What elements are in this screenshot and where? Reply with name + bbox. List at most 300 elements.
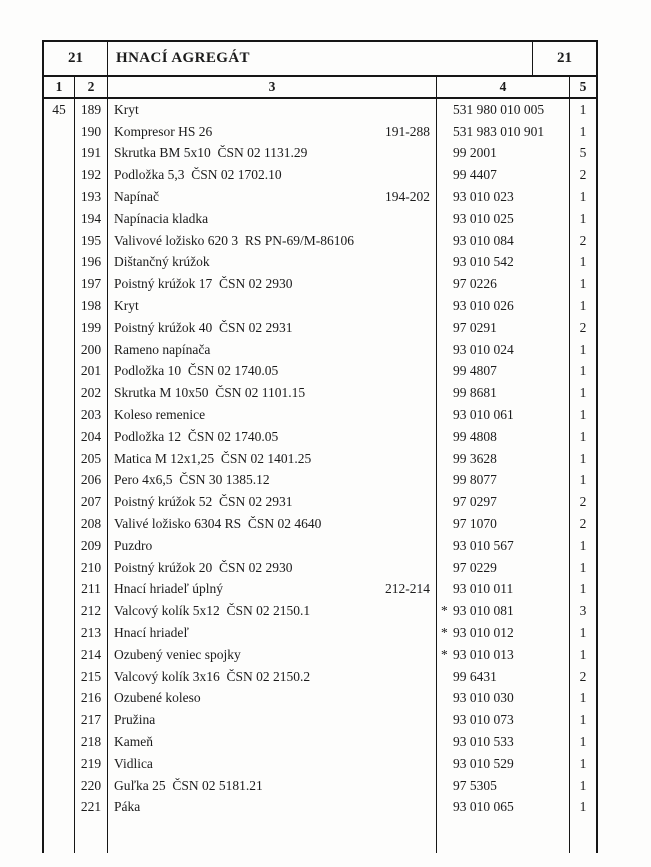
part-number-cell	[437, 753, 570, 775]
item-number-cell	[75, 622, 108, 644]
item-number: 219	[80, 755, 102, 771]
quantity: 1	[579, 407, 587, 423]
table-row	[44, 121, 596, 143]
part-name: Podložka 12 ČSN 02 1740.05	[114, 428, 279, 444]
part-name-cell	[108, 295, 437, 317]
column-header-2: 2	[75, 77, 108, 97]
part-number: 93 010 567	[453, 537, 514, 553]
part-name: Valcový kolík 5x12 ČSN 02 2150.1	[114, 603, 311, 619]
part-number: 99 4807	[453, 363, 497, 379]
part-name-cell	[108, 579, 437, 601]
part-name-cell	[108, 535, 437, 557]
table-row	[44, 361, 596, 383]
quantity-cell	[570, 688, 596, 710]
quantity: 1	[579, 254, 587, 270]
part-number: 93 010 065	[453, 799, 514, 815]
item-number-cell	[75, 470, 108, 492]
part-number-cell	[437, 622, 570, 644]
group-number-cell	[44, 731, 75, 753]
part-name: Matica M 12x1,25 ČSN 02 1401.25	[114, 450, 312, 466]
item-number: 191	[80, 145, 102, 161]
quantity: 1	[579, 123, 587, 139]
part-number: 97 0297	[453, 494, 497, 510]
part-number: 93 010 012	[453, 625, 514, 641]
quantity-cell	[570, 143, 596, 165]
quantity: 1	[579, 276, 587, 292]
group-number-cell	[44, 426, 75, 448]
table-row	[44, 513, 596, 535]
quantity: 1	[579, 363, 587, 379]
item-number: 210	[80, 559, 102, 575]
part-number: 99 2001	[453, 145, 497, 161]
part-name: Skrutka M 10x50 ČSN 02 1101.15	[114, 385, 306, 401]
item-number: 211	[81, 581, 101, 597]
table-row	[44, 666, 596, 688]
table-row	[44, 404, 596, 426]
part-number-cell	[437, 579, 570, 601]
part-number-cell	[437, 361, 570, 383]
part-name: Napínač	[114, 189, 159, 205]
quantity-cell	[570, 295, 596, 317]
item-number: 196	[80, 254, 102, 270]
group-number-cell	[44, 579, 75, 601]
item-number: 217	[80, 712, 102, 728]
item-number: 216	[80, 690, 102, 706]
part-number: 93 010 013	[453, 646, 514, 662]
group-number-cell	[44, 666, 75, 688]
quantity: 2	[579, 516, 587, 532]
quantity-cell	[570, 448, 596, 470]
quantity-cell	[570, 208, 596, 230]
part-name: Podložka 5,3 ČSN 02 1702.10	[114, 167, 282, 183]
item-number-cell	[75, 273, 108, 295]
part-number: 93 010 081	[453, 603, 514, 619]
table-filler-row	[44, 818, 596, 853]
part-number-cell	[437, 491, 570, 513]
part-number-cell	[437, 731, 570, 753]
part-number-cell	[437, 470, 570, 492]
quantity: 1	[579, 712, 587, 728]
part-name: Ozubený veniec spojky	[114, 646, 241, 662]
table-row	[44, 208, 596, 230]
quantity-cell	[570, 557, 596, 579]
part-number: 93 010 025	[453, 210, 514, 226]
item-number: 220	[80, 777, 102, 793]
quantity-cell	[570, 818, 596, 853]
part-name-cell	[108, 731, 437, 753]
quantity: 1	[579, 450, 587, 466]
part-name-cell	[108, 208, 437, 230]
part-number-cell	[437, 513, 570, 535]
column-header-3: 3	[108, 77, 437, 97]
table-row	[44, 579, 596, 601]
quantity: 1	[579, 428, 587, 444]
part-name: Napínacia kladka	[114, 210, 209, 226]
part-name-cell	[108, 513, 437, 535]
part-number-cell	[437, 99, 570, 121]
group-number: 45	[52, 101, 66, 117]
group-number-cell	[44, 557, 75, 579]
item-number: 189	[80, 101, 102, 117]
part-number-cell	[437, 426, 570, 448]
table-row	[44, 273, 596, 295]
part-name: Pero 4x6,5 ČSN 30 1385.12	[114, 472, 270, 488]
item-number-cell	[75, 382, 108, 404]
table-row	[44, 317, 596, 339]
part-number: 97 0291	[453, 319, 497, 335]
item-number: 200	[80, 341, 102, 357]
item-number-cell	[75, 731, 108, 753]
part-number-cell	[437, 688, 570, 710]
part-name-cell	[108, 339, 437, 361]
quantity-cell	[570, 470, 596, 492]
quantity: 1	[579, 690, 587, 706]
group-number-cell	[44, 688, 75, 710]
part-name: Poistný krúžok 52 ČSN 02 2931	[114, 494, 293, 510]
table-row	[44, 382, 596, 404]
quantity: 1	[579, 646, 587, 662]
quantity: 1	[579, 341, 587, 357]
group-number-cell	[44, 230, 75, 252]
part-number: 99 8077	[453, 472, 497, 488]
item-number: 218	[80, 734, 102, 749]
part-name-cell	[108, 121, 437, 143]
table-row	[44, 99, 596, 121]
table-body	[44, 99, 596, 853]
part-name: Poistný krúžok 40 ČSN 02 2931	[114, 319, 293, 335]
part-number: 99 4407	[453, 167, 497, 183]
part-number-cell	[437, 382, 570, 404]
quantity-cell	[570, 666, 596, 688]
table-row	[44, 252, 596, 274]
item-number: 205	[80, 450, 102, 466]
part-number: 531 983 010 901	[453, 123, 545, 139]
part-number: 531 980 010 005	[453, 101, 545, 117]
part-number: 93 010 026	[453, 298, 514, 314]
part-number-cell	[437, 448, 570, 470]
group-number-cell	[44, 317, 75, 339]
item-number-cell	[75, 99, 108, 121]
group-number-cell	[44, 753, 75, 775]
part-name-cell	[108, 404, 437, 426]
item-number-cell	[75, 775, 108, 797]
part-name-cell	[108, 818, 437, 853]
quantity-cell	[570, 164, 596, 186]
part-name: Koleso remenice	[114, 407, 206, 423]
group-number-cell	[44, 273, 75, 295]
part-name-cell	[108, 448, 437, 470]
part-number: 93 010 024	[453, 341, 514, 357]
item-number: 197	[80, 276, 102, 292]
table-row	[44, 491, 596, 513]
item-number-cell	[75, 361, 108, 383]
part-name-cell	[108, 688, 437, 710]
part-number-cell	[437, 273, 570, 295]
quantity: 1	[579, 799, 587, 815]
item-number: 190	[80, 123, 102, 139]
part-name-cell	[108, 666, 437, 688]
item-number: 199	[80, 319, 102, 335]
part-name-cell	[108, 186, 437, 208]
part-number: 97 0229	[453, 559, 497, 575]
part-number: 93 010 533	[453, 734, 514, 749]
page-number-right: 21	[557, 50, 572, 66]
group-number-cell	[44, 404, 75, 426]
part-number: 97 1070	[453, 516, 497, 532]
part-number: 97 5305	[453, 777, 497, 793]
item-number-cell	[75, 666, 108, 688]
item-number: 193	[80, 189, 102, 205]
quantity: 1	[579, 101, 587, 117]
group-number-cell	[44, 361, 75, 383]
quantity: 2	[579, 232, 587, 248]
item-number-cell	[75, 688, 108, 710]
quantity-cell	[570, 99, 596, 121]
item-number-cell	[75, 121, 108, 143]
part-name: Hnací hriadeľ úplný	[114, 581, 223, 597]
parts-table	[42, 40, 598, 853]
part-number: 93 010 529	[453, 755, 514, 771]
table-row	[44, 426, 596, 448]
quantity-cell	[570, 535, 596, 557]
quantity-cell	[570, 709, 596, 731]
table-row	[44, 470, 596, 492]
item-number-cell	[75, 252, 108, 274]
quantity-cell	[570, 404, 596, 426]
quantity-cell	[570, 186, 596, 208]
part-name-cell	[108, 644, 437, 666]
part-number: 93 010 084	[453, 232, 514, 248]
table-row	[44, 230, 596, 252]
item-number-cell	[75, 426, 108, 448]
column-header-1: 1	[44, 77, 75, 97]
asterisk-mark: *	[441, 646, 448, 662]
quantity: 1	[579, 298, 587, 314]
part-number: 93 010 061	[453, 407, 514, 423]
quantity-cell	[570, 426, 596, 448]
part-name: Guľka 25 ČSN 02 5181.21	[114, 777, 263, 793]
part-name: Poistný krúžok 20 ČSN 02 2930	[114, 559, 293, 575]
group-number-cell	[44, 797, 75, 819]
item-number-cell	[75, 797, 108, 819]
part-name-cell	[108, 426, 437, 448]
group-number-cell	[44, 208, 75, 230]
item-number: 213	[80, 625, 102, 641]
item-number-cell	[75, 404, 108, 426]
group-number-cell	[44, 295, 75, 317]
table-row	[44, 600, 596, 622]
part-name-cell	[108, 230, 437, 252]
group-number-cell	[44, 709, 75, 731]
quantity-cell	[570, 382, 596, 404]
part-name: Ozubené koleso	[114, 690, 201, 706]
part-number-cell	[437, 666, 570, 688]
item-number: 208	[80, 516, 102, 532]
part-name: Vidlica	[114, 755, 153, 771]
quantity: 1	[579, 777, 587, 793]
title-row	[44, 42, 596, 77]
item-number: 195	[80, 232, 102, 248]
part-number: 93 010 023	[453, 189, 514, 205]
quantity: 2	[579, 494, 587, 510]
quantity-cell	[570, 339, 596, 361]
quantity: 1	[579, 559, 587, 575]
part-name: Kryt	[114, 101, 139, 117]
group-number-cell	[44, 491, 75, 513]
item-number-cell	[75, 644, 108, 666]
group-number-cell	[44, 121, 75, 143]
group-number-cell	[44, 143, 75, 165]
part-number: 93 010 542	[453, 254, 514, 270]
part-name: Kompresor HS 26	[114, 123, 213, 139]
part-number: 93 010 073	[453, 712, 514, 728]
item-number-cell	[75, 143, 108, 165]
item-number-cell	[75, 448, 108, 470]
item-number-cell	[75, 186, 108, 208]
group-number-cell	[44, 186, 75, 208]
quantity-cell	[570, 513, 596, 535]
part-number-cell	[437, 775, 570, 797]
item-number-cell	[75, 535, 108, 557]
quantity-cell	[570, 230, 596, 252]
table-row	[44, 709, 596, 731]
item-number-cell	[75, 230, 108, 252]
part-number: 93 010 011	[453, 581, 514, 597]
column-header-5: 5	[579, 79, 587, 94]
quantity: 5	[579, 145, 587, 161]
ref-range: 194-202	[385, 189, 430, 205]
part-number-cell	[437, 404, 570, 426]
part-number-cell	[437, 164, 570, 186]
quantity-cell	[570, 317, 596, 339]
table-row	[44, 143, 596, 165]
part-name-cell	[108, 164, 437, 186]
item-number: 212	[80, 603, 102, 619]
item-number-cell	[75, 600, 108, 622]
part-name-cell	[108, 753, 437, 775]
quantity-cell	[570, 579, 596, 601]
group-number-cell	[44, 382, 75, 404]
item-number-cell	[75, 339, 108, 361]
part-name-cell	[108, 273, 437, 295]
part-name: Dištančný krúžok	[114, 254, 210, 270]
part-name: Valivé ložisko 6304 RS ČSN 02 4640	[114, 516, 322, 532]
part-number: 99 6431	[453, 668, 497, 684]
part-name: Kryt	[114, 298, 139, 314]
part-number: 93 010 030	[453, 690, 514, 706]
page-number-left: 21	[44, 42, 108, 75]
quantity: 1	[579, 625, 587, 641]
item-number-cell	[75, 557, 108, 579]
table-row	[44, 339, 596, 361]
part-number-cell	[437, 709, 570, 731]
part-name: Valivové ložisko 620 3 RS PN-69/M-86106	[114, 232, 355, 248]
part-name: Kameň	[114, 734, 153, 749]
asterisk-mark: *	[441, 625, 448, 641]
part-name-cell	[108, 317, 437, 339]
part-number-cell	[437, 600, 570, 622]
part-name-cell	[108, 600, 437, 622]
item-number: 198	[80, 298, 102, 314]
table-row	[44, 622, 596, 644]
part-number-cell	[437, 644, 570, 666]
item-number-cell	[75, 317, 108, 339]
table-row	[44, 448, 596, 470]
quantity: 2	[579, 668, 587, 684]
ref-range: 191-288	[385, 123, 430, 139]
item-number: 202	[80, 385, 102, 401]
quantity: 1	[579, 755, 587, 771]
part-name-cell	[108, 622, 437, 644]
quantity-cell	[570, 491, 596, 513]
part-name-cell	[108, 361, 437, 383]
quantity-cell	[570, 252, 596, 274]
quantity-cell	[570, 622, 596, 644]
part-number: 99 4808	[453, 428, 497, 444]
group-number-cell	[44, 818, 75, 853]
item-number: 214	[80, 646, 102, 662]
part-number-cell	[437, 208, 570, 230]
item-number: 192	[80, 167, 102, 183]
group-number-cell	[44, 448, 75, 470]
table-row	[44, 797, 596, 819]
table-row	[44, 164, 596, 186]
item-number: 201	[80, 363, 102, 379]
item-number: 206	[80, 472, 102, 488]
group-number-cell	[44, 513, 75, 535]
quantity-cell	[570, 273, 596, 295]
item-number: 194	[80, 210, 102, 226]
part-number-cell	[437, 186, 570, 208]
group-number-cell	[44, 775, 75, 797]
quantity: 3	[579, 603, 587, 619]
part-name-cell	[108, 491, 437, 513]
assembly-title: HNACÍ AGREGÁT	[108, 42, 533, 75]
table-row	[44, 644, 596, 666]
item-number-cell	[75, 709, 108, 731]
asterisk-mark: *	[441, 603, 448, 619]
quantity: 1	[579, 210, 587, 226]
quantity: 1	[579, 385, 587, 401]
part-name-cell	[108, 382, 437, 404]
item-number: 209	[80, 537, 102, 553]
quantity-cell	[570, 731, 596, 753]
quantity: 1	[579, 581, 587, 597]
table-row	[44, 295, 596, 317]
part-name-cell	[108, 99, 437, 121]
table-row	[44, 557, 596, 579]
item-number-cell	[75, 579, 108, 601]
group-number-cell	[44, 535, 75, 557]
table-row	[44, 186, 596, 208]
part-number: 97 0226	[453, 276, 497, 292]
quantity: 2	[579, 167, 587, 183]
quantity: 1	[579, 472, 587, 488]
part-name: Poistný krúžok 17 ČSN 02 2930	[114, 276, 293, 292]
item-number-cell	[75, 295, 108, 317]
group-number-cell	[44, 644, 75, 666]
part-number-cell	[437, 818, 570, 853]
part-number-cell	[437, 252, 570, 274]
part-name: Rameno napínača	[114, 341, 211, 357]
item-number-cell	[75, 491, 108, 513]
group-number-cell	[44, 99, 75, 121]
table-row	[44, 535, 596, 557]
item-number: 221	[80, 799, 102, 815]
item-number: 215	[80, 668, 102, 684]
column-header-row	[44, 77, 596, 99]
quantity: 1	[579, 734, 587, 749]
